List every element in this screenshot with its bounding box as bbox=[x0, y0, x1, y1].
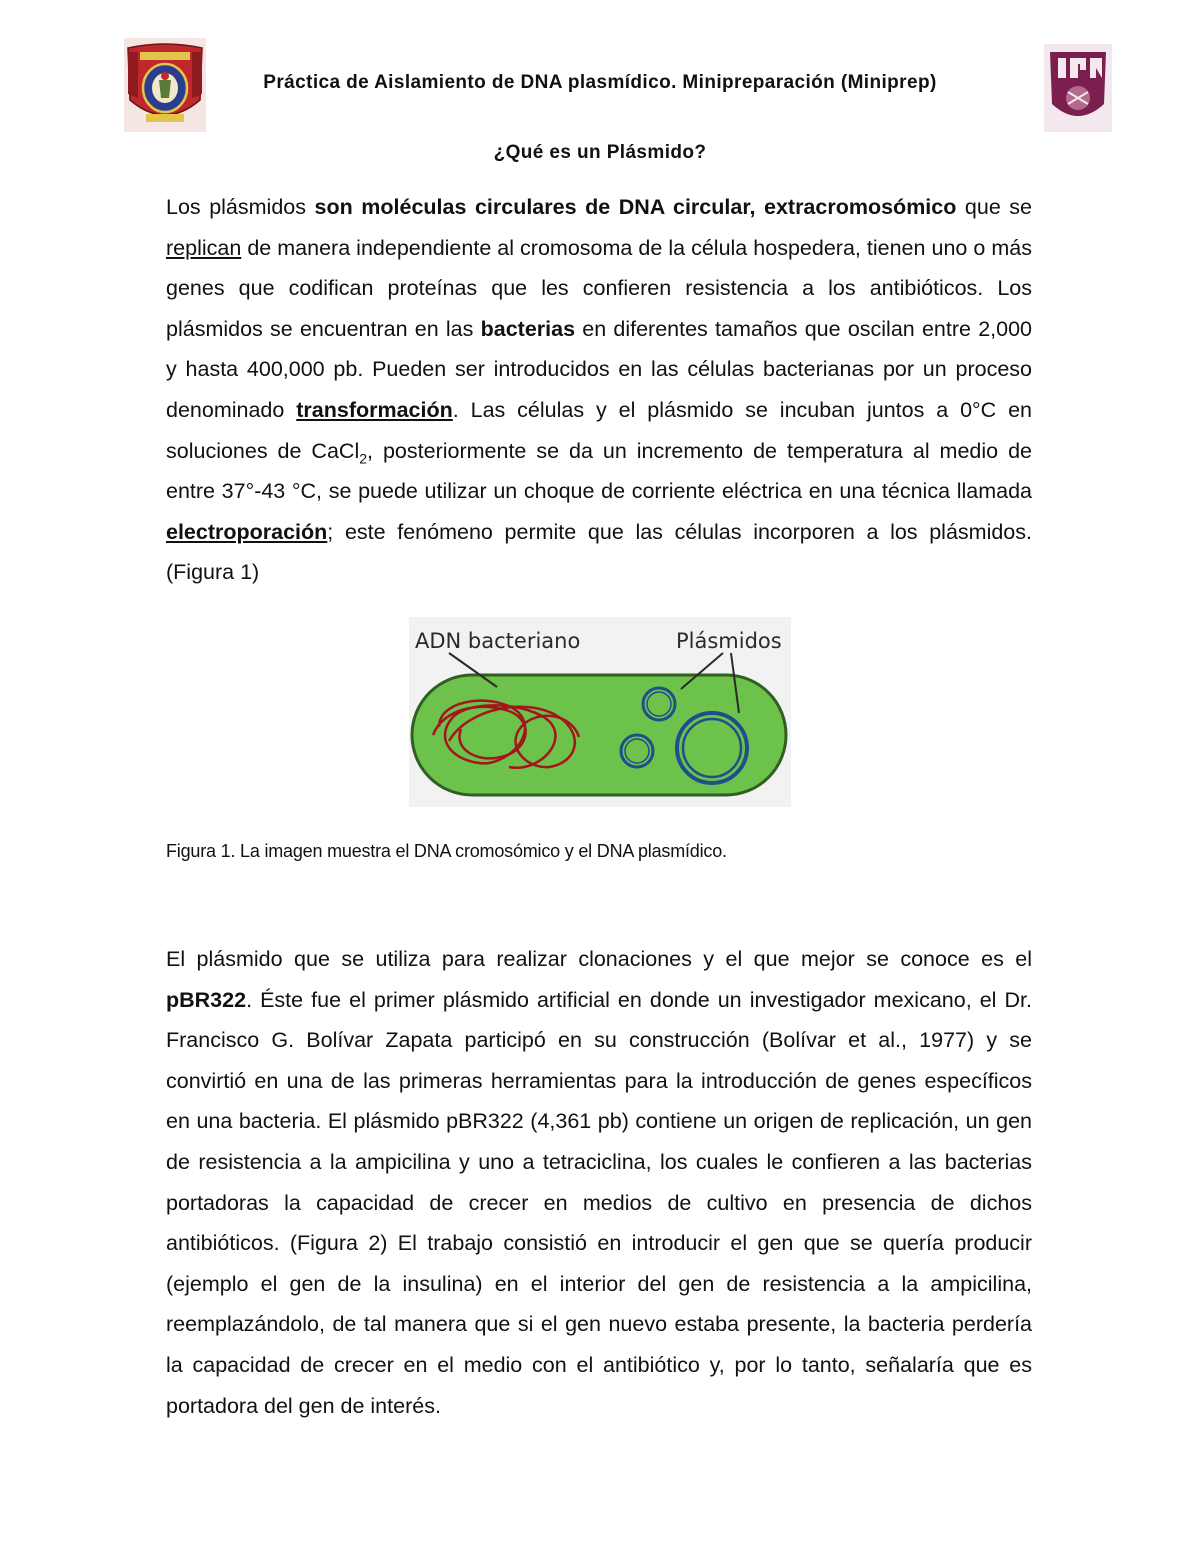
text-run: ; este fenómeno permite que las células incorporen a los plásmidos. (Figura 1) bbox=[166, 519, 1032, 585]
page-header-title: Práctica de Aislamiento de DNA plasmídico. Minipreparación (Miniprep) bbox=[263, 72, 937, 93]
text-run: Los plásmidos bbox=[166, 195, 315, 219]
text-run: El plásmido que se utiliza para realizar clonaciones y el que mejor se conoce es el bbox=[166, 947, 1032, 971]
text-run: en diferentes tamaños que oscilan entre 2,000 y hasta 400,000 pb. Pueden ser introducidos en las células bacterianas por un proceso denominado bbox=[166, 316, 1032, 422]
text-run: . Éste fue el primer plásmido artificial en donde un investigador mexicano, el Dr. Francisco G. Bolívar Zapata participó en su construcción (Bolívar et al., 1977) y se convirtió en una de las primeras herramientas para la introducción de genes específicos en una bacteria. El plásmido pBR322 (4,361 pb) contiene un origen de replicación, un gen de resistencia a la ampicilina y uno a tetraciclina, los cuales le confieren a las bacterias portadoras la capacidad de crecer en medios de cultivo en presencia de dichos antibióticos. (Figura 2) El trabajo consistió en introducir el gen que se quería producir (ejemplo el gen de la insulina) en el interior del gen de resistencia a la ampicilina, reemplazándolo, de tal manera que si el gen nuevo estaba presente, la bacteria perdería la capacidad de crecer en el medio con el antibiótico y, por lo tanto, señalaría que es portadora del gen de interés. bbox=[166, 987, 1032, 1418]
bold-text: bacterias bbox=[480, 316, 576, 341]
text-run: . Las células y el plásmido se incuban juntos a 0°C en soluciones de CaCl bbox=[166, 397, 1032, 463]
bold-text: son moléculas circulares de DNA circular, extracromosómico bbox=[314, 195, 957, 219]
label-bacterial-dna: ADN bacteriano bbox=[415, 629, 581, 653]
label-plasmids: Plásmidos bbox=[676, 629, 782, 653]
bold-underlined-text: electroporación bbox=[166, 519, 328, 544]
section-heading: ¿Qué es un Plásmido? bbox=[493, 142, 707, 163]
bold-underlined-text: transformación bbox=[296, 397, 453, 422]
figure-caption: Figura 1. La imagen muestra el DNA cromosómico y el DNA plasmídico. bbox=[166, 841, 727, 861]
bold-text: pBR322 bbox=[166, 987, 247, 1012]
text-run: de manera independiente al cromosoma de la célula hospedera, tienen uno o más genes que codifican proteínas que les confieren resistencia a los antibióticos. Los plásmidos se encuentran en las bbox=[166, 235, 1032, 341]
subscript: 2 bbox=[359, 449, 368, 466]
text-run: que se bbox=[956, 195, 1033, 219]
underlined-text: replican bbox=[166, 235, 242, 260]
paragraph-pbr322 bbox=[166, 939, 1032, 1426]
figure-bacterial-cell-diagram bbox=[409, 617, 791, 807]
paragraph-plasmid-definition bbox=[166, 187, 1032, 593]
text-run: , posteriormente se da un incremento de temperatura al medio de entre 37°-43 °C, se puede utilizar un choque de corriente eléctrica en una técnica llamada bbox=[166, 438, 1032, 504]
